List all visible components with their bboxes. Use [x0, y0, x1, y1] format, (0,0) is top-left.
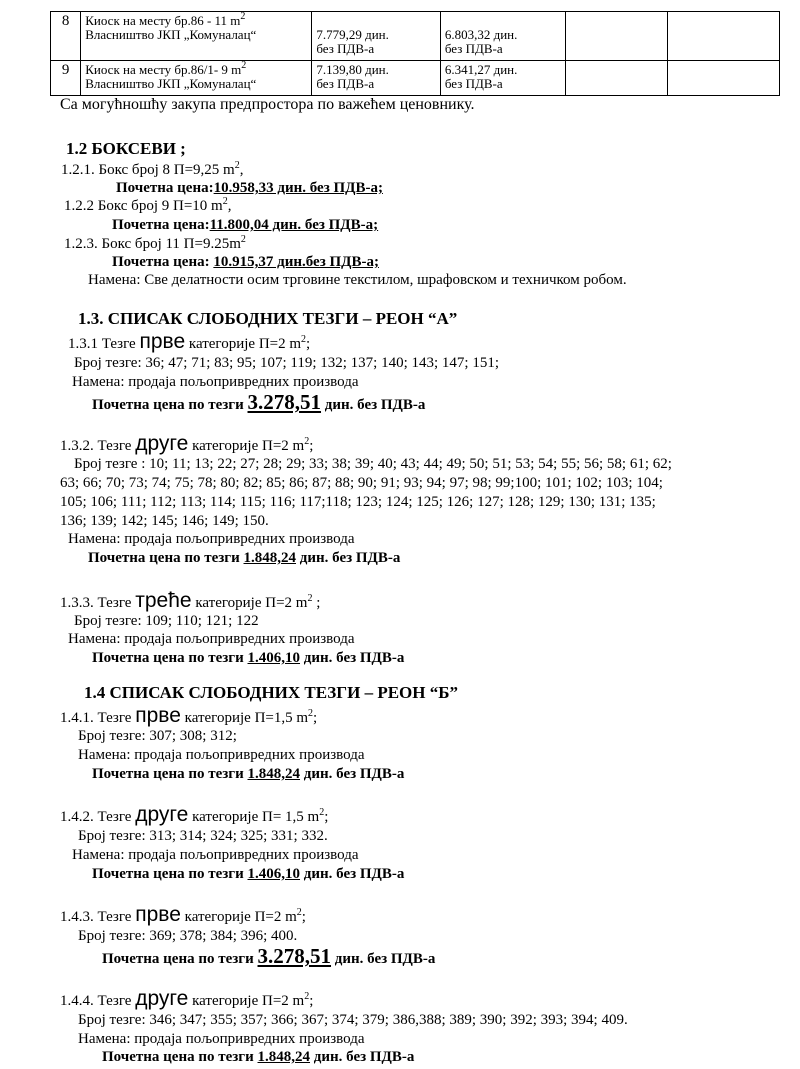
- box-price: Почетна цена:10.958,33 дин. без ПДВ-а;: [116, 180, 383, 196]
- stall-price: Почетна цена по тезги 3.278,51 дин. без ПДВ-а: [102, 944, 436, 968]
- box-item: 1.2.1. Бокс број 8 П=9,25 $m^2$,: [61, 160, 244, 178]
- category-line: 1.4.2. Тезге друге категорије П= 1,5 $m^2$;: [60, 803, 329, 826]
- section-heading: 1.4 СПИСАК СЛОБОДНИХ ТЕЗГИ – РЕОН “Б”: [84, 683, 458, 702]
- stall-numbers: 63; 66; 70; 73; 74; 75; 78; 80; 82; 85; 86; 87; 88; 90; 91; 93; 94; 97; 98; 99;100; 101; 102; 103; 104;: [60, 475, 663, 491]
- category-line: 1.4.1. Тезге прве категорије П=1,5 $m^2$;: [60, 704, 318, 727]
- category-line: 1.3.3. Тезге треће категорије П=2 $m^2$ ;: [60, 589, 321, 612]
- stall-numbers: 136; 139; 142; 145; 146; 149; 150.: [60, 513, 269, 529]
- row-number: 8: [51, 12, 81, 61]
- empty-cell: [566, 61, 668, 96]
- purpose-text: Намена: продаја пољопривредних производа: [68, 631, 355, 647]
- category-line: 1.3.1 Тезге прве категорије П=2 $m^2$;: [68, 330, 311, 353]
- stall-price: Почетна цена по тезги 1.406,10 дин. без ПДВ-а: [92, 866, 405, 882]
- purpose-text: Намена: продаја пољопривредних производа: [72, 374, 359, 390]
- stall-numbers: Број тезге: 313; 314; 324; 325; 331; 332.: [78, 828, 328, 844]
- box-item: 1.2.2 Бокс број 9 П=10 $m^2$,: [64, 196, 232, 214]
- stall-price: Почетна цена по тезги 3.278,51 дин. без ПДВ-а: [92, 390, 426, 414]
- box-purpose: Намена: Све делатности осим трговине текстилом, шрафовском и техничком робом.: [88, 272, 627, 288]
- purpose-text: Намена: продаја пољопривредних производа: [72, 847, 359, 863]
- table-row: [51, 12, 780, 61]
- stall-price: Почетна цена по тезги 1.848,24 дин. без ПДВ-а: [102, 1049, 415, 1065]
- category-line: 1.4.4. Тезге друге категорије П=2 $m^2$;: [60, 987, 314, 1010]
- stall-numbers: Број тезге: 307; 308; 312;: [78, 728, 237, 744]
- stall-numbers: Број тезге: 109; 110; 121; 122: [74, 613, 259, 629]
- stall-numbers: Број тезге: 369; 378; 384; 396; 400.: [78, 928, 298, 944]
- stall-numbers: Број тезге : 10; 11; 13; 22; 27; 28; 29; 33; 38; 39; 40; 43; 44; 49; 50; 51; 53; 54; 55; 56; 58; 61; 62;: [74, 456, 672, 472]
- kiosk-price: 7.139,80 дин. без ПДВ-а: [312, 61, 441, 96]
- purpose-text: Намена: продаја пољопривредних производа: [68, 531, 355, 547]
- stall-price: Почетна цена по тезги 1.406,10 дин. без ПДВ-а: [92, 650, 405, 666]
- stall-numbers: 105; 106; 111; 112; 113; 114; 115; 116; 117;118; 123; 124; 125; 126; 127; 128; 129; 130; 131; 135;: [60, 494, 656, 510]
- purpose-text: Намена: продаја пољопривредних производа: [78, 747, 365, 763]
- kiosk-table: [50, 11, 780, 96]
- kiosk-description: Киоск на месту бр.86/1- 9 $m^2$ Власништво ЈКП „Комуналац“: [81, 61, 312, 96]
- kiosk-price-alt: 6.803,32 дин. без ПДВ-а: [440, 12, 565, 61]
- empty-cell: [667, 12, 779, 61]
- note-text: Са могућношћу закупа предпростора по важећем ценовнику.: [60, 96, 475, 113]
- stall-price: Почетна цена по тезги 1.848,24 дин. без ПДВ-а: [88, 550, 401, 566]
- box-price: Почетна цена:11.800,04 дин. без ПДВ-а;: [112, 217, 379, 233]
- row-number: 9: [51, 61, 81, 96]
- category-line: 1.3.2. Тезге друге категорије П=2 $m^2$;: [60, 432, 314, 455]
- box-price: Почетна цена: 10.915,37 дин.без ПДВ-а;: [112, 254, 379, 270]
- section-heading: 1.2 БОКСЕВИ ;: [66, 139, 186, 158]
- kiosk-price-alt: 6.341,27 дин. без ПДВ-а: [440, 61, 565, 96]
- box-item: 1.2.3. Бокс број 11 $П=9.25m^2$: [64, 234, 246, 252]
- category-line: 1.4.3. Тезге прве категорије П=2 $m^2$;: [60, 903, 306, 926]
- stall-numbers: Број тезге: 36; 47; 71; 83; 95; 107; 119; 132; 137; 140; 143; 147; 151;: [74, 355, 500, 371]
- purpose-text: Намена: продаја пољопривредних производа: [78, 1031, 365, 1047]
- kiosk-description: Киоск на месту бр.86 - 11 $m^2$ Власништво ЈКП „Комуналац“: [81, 12, 312, 61]
- stall-price: Почетна цена по тезги 1.848,24 дин. без ПДВ-а: [92, 766, 405, 782]
- empty-cell: [667, 61, 779, 96]
- empty-cell: [566, 12, 668, 61]
- section-heading: 1.3. СПИСАК СЛОБОДНИХ ТЕЗГИ – РЕОН “А”: [78, 309, 458, 328]
- table-row: [51, 61, 780, 96]
- kiosk-price: 7.779,29 дин. без ПДВ-а: [312, 12, 441, 61]
- stall-numbers: Број тезге: 346; 347; 355; 357; 366; 367; 374; 379; 386,388; 389; 390; 392; 393; 394; 409.: [78, 1012, 628, 1028]
